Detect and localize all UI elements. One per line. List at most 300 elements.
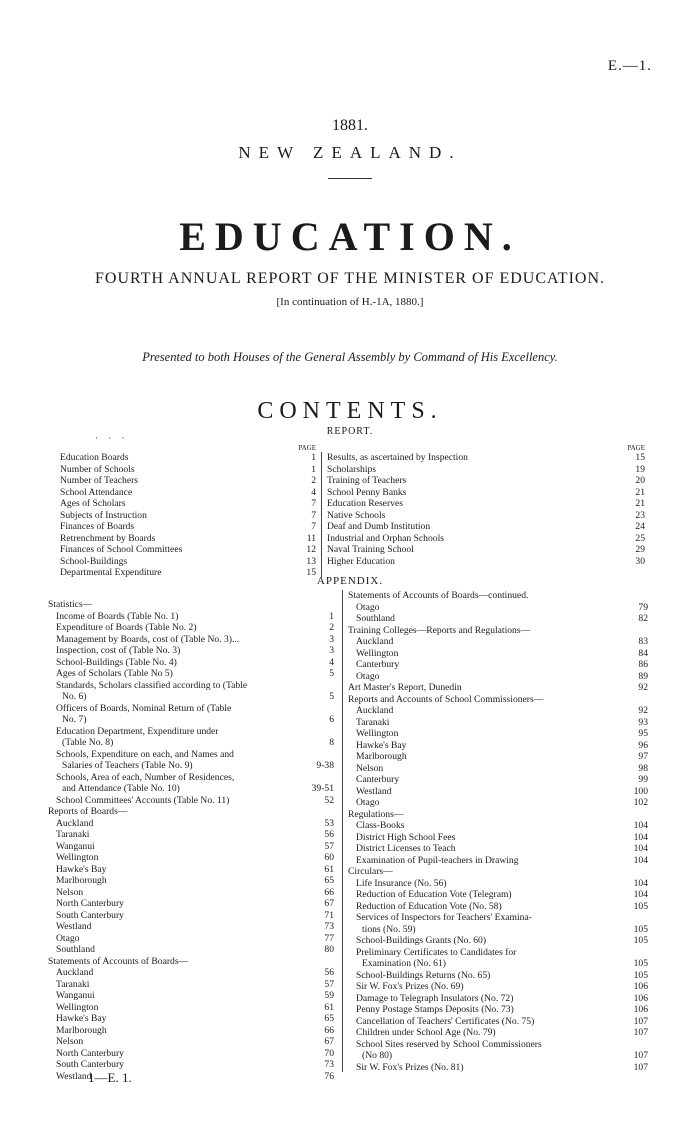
contents-entry [48,1059,334,1071]
entry-title: Training of Teachers [327,475,407,486]
entry-title: Education Department, Expenditure under [56,725,219,737]
contents-entry [48,691,334,703]
entry-title: Ages of Scholars (Table No 5) [56,668,173,679]
entry-page: 4 [329,656,334,668]
contents-heading: CONTENTS. [257,398,443,424]
entry-page: 57 [324,840,334,852]
entry-title: Children under School Age (No. 79) [356,1027,496,1038]
appendix-left-column [48,599,334,1082]
entry-title: Otago [356,670,380,682]
entry-page: 29 [635,544,645,555]
country-name: NEW ZEALAND. [238,143,462,162]
contents-entry [48,944,334,956]
contents-entry [48,714,334,726]
contents-entry [348,855,648,867]
signature-mark: 1—E. 1. [88,1070,132,1085]
entry-title: (No 80) [362,1050,393,1061]
contents-entry [327,556,645,568]
entry-title: North Canterbury [56,898,124,909]
entry-title: Income of Boards (Table No. 1) [56,610,179,622]
contents-entry [348,613,648,625]
contents-entry [48,772,334,784]
contents-entry [48,1048,334,1060]
entry-page: 12 [306,544,316,555]
contents-entry [48,1036,334,1048]
contents-entry [348,947,648,959]
entry-page: 105 [633,958,648,969]
contents-entry [60,521,316,533]
document-subtitle: FOURTH ANNUAL REPORT OF THE MINISTER OF EDUCATION. [94,270,606,287]
entry-title: Statements of Accounts of Boards— [48,955,189,967]
entry-title: Taranaki [356,716,390,728]
contents-entry [60,452,316,464]
entry-page: 7 [311,521,316,532]
contents-entry [348,682,648,694]
entry-title: School-Buildings [60,555,128,567]
entry-title: No. 7) [62,714,87,725]
contents-entry [60,510,316,522]
contents-entry [48,967,334,979]
column-divider [342,590,343,1072]
entry-title: Deaf and Dumb Institution [327,521,431,532]
entry-title: School-Buildings (Table No. 4) [56,656,177,668]
entry-title: Taranaki [56,829,90,840]
appendix-right-list [348,590,648,1073]
entry-title: Cancellation of Teachers' Certificates (No. 75) [356,1015,535,1027]
entry-title: Officers of Boards, Nominal Return of (Table [56,702,232,714]
entry-page: 5 [329,691,334,702]
entry-title: Wellington [56,852,99,863]
entry-page: 4 [311,486,316,498]
entry-title: Canterbury [356,774,400,785]
report-heading: REPORT. [326,426,374,437]
entry-title: Subjects of Instruction [60,509,147,521]
entry-page: 84 [638,647,648,659]
entry-title: Taranaki [56,978,90,990]
entry-title: South Canterbury [56,1059,124,1070]
contents-entry [348,774,648,786]
contents-entry [348,1016,648,1028]
appendix-right-column [348,590,648,1073]
contents-entry [348,705,648,717]
entry-page: 2 [329,622,334,633]
entry-title: Scholarships [327,463,377,475]
page-column-label: PAGE [627,444,645,452]
contents-entry [48,829,334,841]
entry-title: Statistics— [48,599,93,610]
contents-entry [48,898,334,910]
entry-title: Salaries of Teachers (Table No. 9) [62,760,193,771]
contents-entry [48,956,334,968]
contents-entry [348,717,648,729]
entry-title: Hawke's Bay [356,739,407,751]
entry-title: Wellington [56,1001,99,1013]
contents-entry [348,1062,648,1074]
contents-entry [327,475,645,487]
entry-title: (Table No. 8) [62,737,114,748]
entry-title: Otago [56,932,80,944]
contents-entry [348,924,648,936]
entry-title: Inspection, cost of (Table No. 3) [56,645,181,656]
document-title: EDUCATION. [179,214,521,259]
entry-title: Southland [56,944,95,955]
entry-title: Nelson [56,886,84,898]
contents-entry [348,648,648,660]
entry-page: 104 [633,831,648,843]
contents-entry [327,464,645,476]
entry-page: 97 [638,751,648,762]
contents-entry [48,657,334,669]
contents-entry [60,464,316,476]
entry-page: 107 [633,1027,648,1038]
entry-page: 102 [633,797,648,808]
entry-page: 1 [311,463,316,475]
contents-entry [48,737,334,749]
entry-title: Results, as ascertained by Inspection [327,452,468,463]
entry-page: 1 [311,452,316,463]
entry-page: 21 [635,486,645,498]
contents-entry [327,510,645,522]
contents-entry [48,611,334,623]
contents-entry [327,521,645,533]
entry-page: 89 [638,670,648,682]
contents-entry [48,634,334,646]
entry-page: 59 [324,990,334,1001]
entry-title: Art Master's Report, Dunedin [348,682,462,693]
entry-title: Naval Training School [327,544,414,555]
appendix-heading: APPENDIX. [316,575,384,587]
entry-page: 76 [324,1070,334,1082]
entry-page: 7 [311,509,316,521]
entry-page: 70 [324,1047,334,1059]
entry-title: Number of Teachers [60,475,139,486]
contents-entry [48,645,334,657]
contents-entry [48,864,334,876]
entry-title: Schools, Area of each, Number of Residences, [56,771,235,783]
contents-entry [348,740,648,752]
contents-entry [348,889,648,901]
presented-note: Presented to both Houses of the General Assembly by Command of His Excellency. [142,350,558,364]
entry-page: 56 [324,829,334,840]
contents-entry [48,1002,334,1014]
continuation-note: [In continuation of H.-1A, 1880.] [276,296,424,308]
entry-title: Sir W. Fox's Prizes (No. 69) [356,981,464,992]
contents-entry [348,993,648,1005]
entry-title: Nelson [356,762,384,774]
entry-title: Life Insurance (No. 56) [356,877,447,889]
entry-page: 73 [324,1059,334,1070]
entry-title: Auckland [56,817,94,829]
document-code: E.—1. [607,58,652,74]
entry-title: School Sites reserved by School Commissioners [356,1038,542,1050]
entry-title: Class-Books [356,820,405,831]
contents-entry [48,1025,334,1037]
entry-page: 107 [633,1015,648,1027]
decorative-dots: · · · [95,433,129,443]
entry-page: 57 [324,978,334,990]
entry-title: Expenditure of Boards (Table No. 2) [56,622,197,633]
entry-title: Hawke's Bay [56,1013,107,1024]
contents-entry [327,498,645,510]
contents-entry [348,809,648,821]
contents-entry [48,783,334,795]
contents-entry [48,979,334,991]
entry-page: 3 [329,633,334,645]
contents-entry [48,921,334,933]
contents-entry [348,866,648,878]
entry-title: Reports of Boards— [48,806,128,817]
contents-entry [348,636,648,648]
contents-entry [48,933,334,945]
entry-title: School-Buildings Returns (No. 65) [356,969,491,981]
title-divider [328,178,372,179]
entry-page: 15 [635,452,645,463]
contents-entry [327,544,645,556]
entry-title: Reduction of Education Vote (Telegram) [356,889,512,900]
entry-page: 65 [324,1013,334,1024]
page-column-label: PAGE [298,444,316,452]
entry-page: 2 [311,475,316,486]
entry-page: 80 [324,944,334,955]
entry-title: Ages of Scholars [60,498,126,509]
contents-entry [348,786,648,798]
entry-title: Higher Education [327,555,395,567]
entry-page: 77 [324,932,334,944]
entry-title: Wellington [356,728,399,739]
entry-page: 105 [633,923,648,935]
contents-entry [48,875,334,887]
appendix-left-list [48,599,334,1082]
entry-title: Education Boards [60,452,129,463]
entry-title: Auckland [356,636,394,647]
contents-entry [327,533,645,545]
entry-page: 106 [633,1004,648,1015]
entry-page: 86 [638,659,648,670]
contents-entry [60,556,316,568]
entry-title: North Canterbury [56,1047,124,1059]
contents-entry [348,970,648,982]
entry-title: Marlborough [56,875,107,886]
contents-entry [348,625,648,637]
entry-page: 106 [633,981,648,992]
entry-page: 82 [638,613,648,624]
entry-page: 13 [306,555,316,567]
entry-page: 100 [633,785,648,797]
contents-entry [48,680,334,692]
entry-page: 67 [324,1036,334,1047]
entry-title: Wanganui [56,840,95,852]
contents-entry [348,751,648,763]
entry-page: 104 [633,854,648,866]
entry-page: 5 [329,668,334,679]
entry-page: 96 [638,739,648,751]
entry-page: 21 [635,498,645,509]
contents-entry [48,990,334,1002]
contents-entry [348,590,648,602]
entry-title: Examination (No. 61) [362,958,446,969]
entry-title: Finances of School Committees [60,544,183,555]
entry-title: School Committees' Accounts (Table No. 11) [56,794,230,806]
contents-entry [348,728,648,740]
entry-title: Westland [56,921,92,932]
entry-page: 83 [638,636,648,647]
entry-page: 107 [633,1050,648,1061]
entry-title: Westland [356,785,392,797]
entry-title: and Attendance (Table No. 10) [62,783,180,794]
entry-title: Nelson [56,1036,84,1047]
contents-entry [48,887,334,899]
entry-title: Regulations— [348,808,404,820]
entry-title: Auckland [356,705,394,716]
entry-title: District High School Fees [356,831,456,843]
contents-entry [348,981,648,993]
contents-entry [348,1039,648,1051]
entry-title: Training Colleges—Reports and Regulations— [348,624,531,636]
contents-entry [348,820,648,832]
entry-page: 95 [638,728,648,739]
contents-entry [48,852,334,864]
contents-entry [48,841,334,853]
entry-page: 92 [638,682,648,693]
entry-title: Marlborough [56,1024,107,1036]
entry-title: Otago [356,797,380,808]
contents-entry [60,498,316,510]
contents-entry [48,910,334,922]
contents-entry [48,599,334,611]
entry-title: Marlborough [356,751,407,762]
entry-title: School Attendance [60,486,133,498]
report-right-list [327,452,645,567]
entry-title: Education Reserves [327,498,403,509]
contents-entry [48,818,334,830]
entry-page: 104 [633,843,648,854]
contents-entry [48,622,334,634]
contents-entry [48,749,334,761]
contents-entry [348,797,648,809]
document-year: 1881. [332,117,368,134]
contents-entry [348,671,648,683]
contents-entry [60,544,316,556]
contents-entry [48,760,334,772]
entry-title: Services of Inspectors for Teachers' Examina- [356,912,532,923]
entry-title: Examination of Pupil-teachers in Drawing [356,854,519,866]
entry-page: 6 [329,714,334,725]
entry-title: Statements of Accounts of Boards—continued. [348,590,529,601]
entry-page: 67 [324,898,334,909]
entry-title: District Licenses to Teach [356,843,456,854]
entry-page: 30 [635,555,645,567]
contents-entry [348,912,648,924]
report-left-column [60,444,316,579]
entry-page: 107 [633,1061,648,1073]
contents-entry [327,452,645,464]
contents-entry [60,487,316,499]
entry-title: Number of Schools [60,463,135,475]
contents-entry [348,935,648,947]
contents-entry [348,901,648,913]
entry-page: 65 [324,875,334,886]
contents-entry [348,1027,648,1039]
entry-page: 20 [635,475,645,486]
entry-page: 92 [638,705,648,716]
entry-page: 105 [633,900,648,912]
contents-entry [348,832,648,844]
entry-page: 99 [638,774,648,785]
entry-title: Wanganui [56,990,95,1001]
entry-title: Circulars— [348,866,393,877]
entry-title: South Canterbury [56,909,124,921]
entry-page: 39-51 [311,783,334,794]
contents-entry [348,659,648,671]
entry-title: Preliminary Certificates to Candidates for [356,946,517,958]
entry-page: 105 [633,935,648,946]
entry-title: Departmental Expenditure [60,567,162,578]
contents-entry [48,1013,334,1025]
contents-entry [348,958,648,970]
entry-title: Retrenchment by Boards [60,532,156,544]
entry-title: Finances of Boards [60,521,135,532]
contents-entry [348,602,648,614]
entry-page: 53 [324,817,334,829]
entry-page: 104 [633,889,648,900]
entry-page: 71 [324,909,334,921]
contents-entry [48,703,334,715]
entry-page: 1 [329,610,334,622]
entry-page: 73 [324,921,334,932]
entry-title: Native Schools [327,509,386,521]
entry-page: 93 [638,716,648,728]
entry-page: 60 [324,852,334,863]
entry-title: Penny Postage Stamps Deposits (No. 73) [356,1004,514,1015]
contents-entry [48,726,334,738]
entry-page: 3 [329,645,334,656]
entry-page: 98 [638,762,648,774]
entry-page: 25 [635,532,645,544]
entry-title: Wellington [356,647,399,659]
entry-title: Management by Boards, cost of (Table No. 3)... [56,633,240,645]
entry-title: Industrial and Orphan Schools [327,532,444,544]
contents-entry [348,878,648,890]
entry-title: Auckland [56,967,94,978]
entry-title: Reports and Accounts of School Commissioners— [348,693,544,705]
entry-title: Westland [56,1070,92,1082]
entry-page: 15 [306,567,316,578]
entry-page: 61 [324,1001,334,1013]
contents-entry [348,843,648,855]
entry-title: No. 6) [62,691,87,702]
contents-entry [48,668,334,680]
entry-page: 9-38 [316,760,334,771]
entry-page: 79 [638,601,648,613]
contents-entry [327,487,645,499]
entry-title: Otago [356,601,380,613]
entry-page: 105 [633,969,648,981]
contents-entry [48,806,334,818]
entry-page: 11 [306,532,316,544]
entry-title: School-Buildings Grants (No. 60) [356,935,487,946]
entry-page: 66 [324,1024,334,1036]
column-divider [321,452,322,577]
report-left-list [60,452,316,579]
contents-entry [60,475,316,487]
entry-title: Schools, Expenditure on each, and Names and [56,748,234,760]
entry-page: 24 [635,521,645,532]
entry-page: 7 [311,498,316,509]
contents-entry [348,694,648,706]
entry-page: 66 [324,886,334,898]
contents-entry [348,1050,648,1062]
entry-page: 23 [635,509,645,521]
